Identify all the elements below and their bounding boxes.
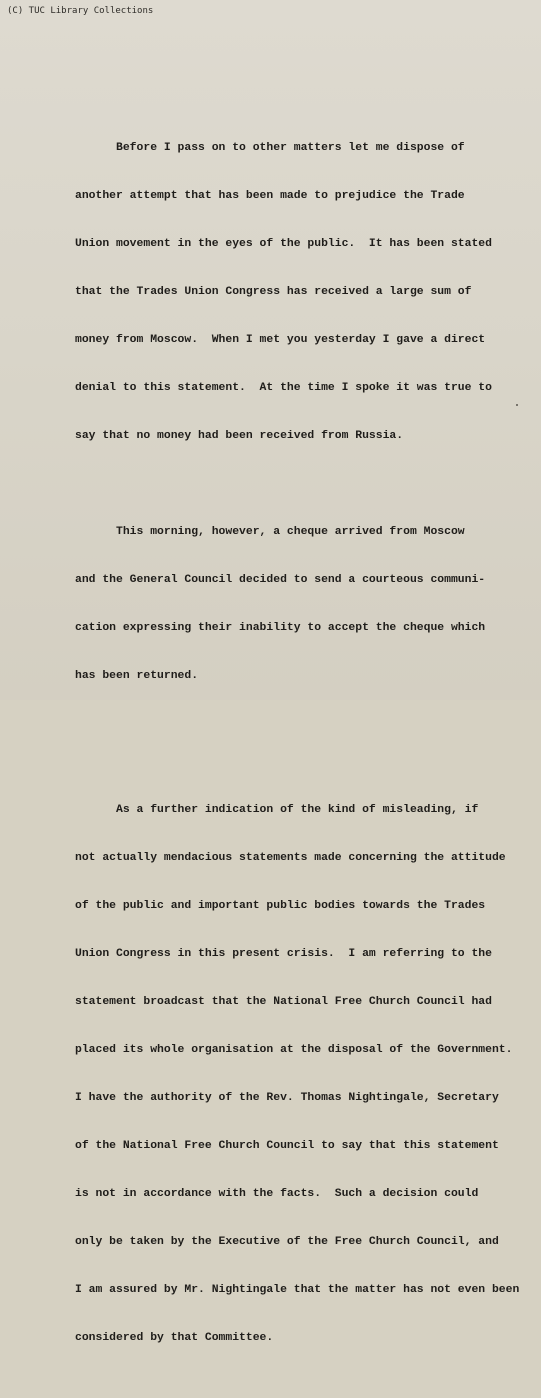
paragraph bbox=[75, 774, 533, 1374]
text-line: not actually mendacious statements made concerning the attitude bbox=[75, 852, 506, 864]
text-line: and the General Council decided to send a courteous communi- bbox=[75, 574, 486, 586]
text-line: I have the authority of the Rev. Thomas Nightingale, Secretary bbox=[75, 1092, 499, 1104]
text-line: statement broadcast that the National Free Church Council had bbox=[75, 996, 492, 1008]
paragraph-spacer bbox=[75, 736, 533, 750]
text-line: say that no money had been received from Russia. bbox=[75, 430, 404, 442]
text-line: of the public and important public bodies towards the Trades bbox=[75, 900, 486, 912]
paragraph bbox=[75, 496, 533, 712]
text-line: Union movement in the eyes of the public. It has been stated bbox=[75, 238, 492, 250]
paper-speck bbox=[516, 404, 518, 406]
text-line: I am assured by Mr. Nightingale that the matter has not even been bbox=[75, 1284, 520, 1296]
text-line: of the National Free Church Council to say that this statement bbox=[75, 1140, 499, 1152]
text-line: denial to this statement. At the time I spoke it was true to bbox=[75, 382, 492, 394]
text-line: Before I pass on to other matters let me dispose of bbox=[75, 142, 465, 154]
text-line: cation expressing their inability to accept the cheque which bbox=[75, 622, 486, 634]
text-line: that the Trades Union Congress has received a large sum of bbox=[75, 286, 472, 298]
text-line: Union Congress in this present crisis. I am referring to the bbox=[75, 948, 492, 960]
text-line: another attempt that has been made to prejudice the Trade bbox=[75, 190, 465, 202]
text-line: placed its whole organisation at the disposal of the Government. bbox=[75, 1044, 513, 1056]
text-line: considered by that Committee. bbox=[75, 1332, 274, 1344]
text-line: As a further indication of the kind of misleading, if bbox=[75, 804, 479, 816]
text-line: only be taken by the Executive of the Free Church Council, and bbox=[75, 1236, 499, 1248]
text-line: is not in accordance with the facts. Such a decision could bbox=[75, 1188, 479, 1200]
text-line: money from Moscow. When I met you yesterday I gave a direct bbox=[75, 334, 486, 346]
copyright-watermark: (C) TUC Library Collections bbox=[7, 6, 154, 16]
text-line: has been returned. bbox=[75, 670, 199, 682]
paragraph bbox=[75, 112, 533, 472]
text-line: This morning, however, a cheque arrived from Moscow bbox=[75, 526, 465, 538]
document-body bbox=[75, 88, 533, 1398]
